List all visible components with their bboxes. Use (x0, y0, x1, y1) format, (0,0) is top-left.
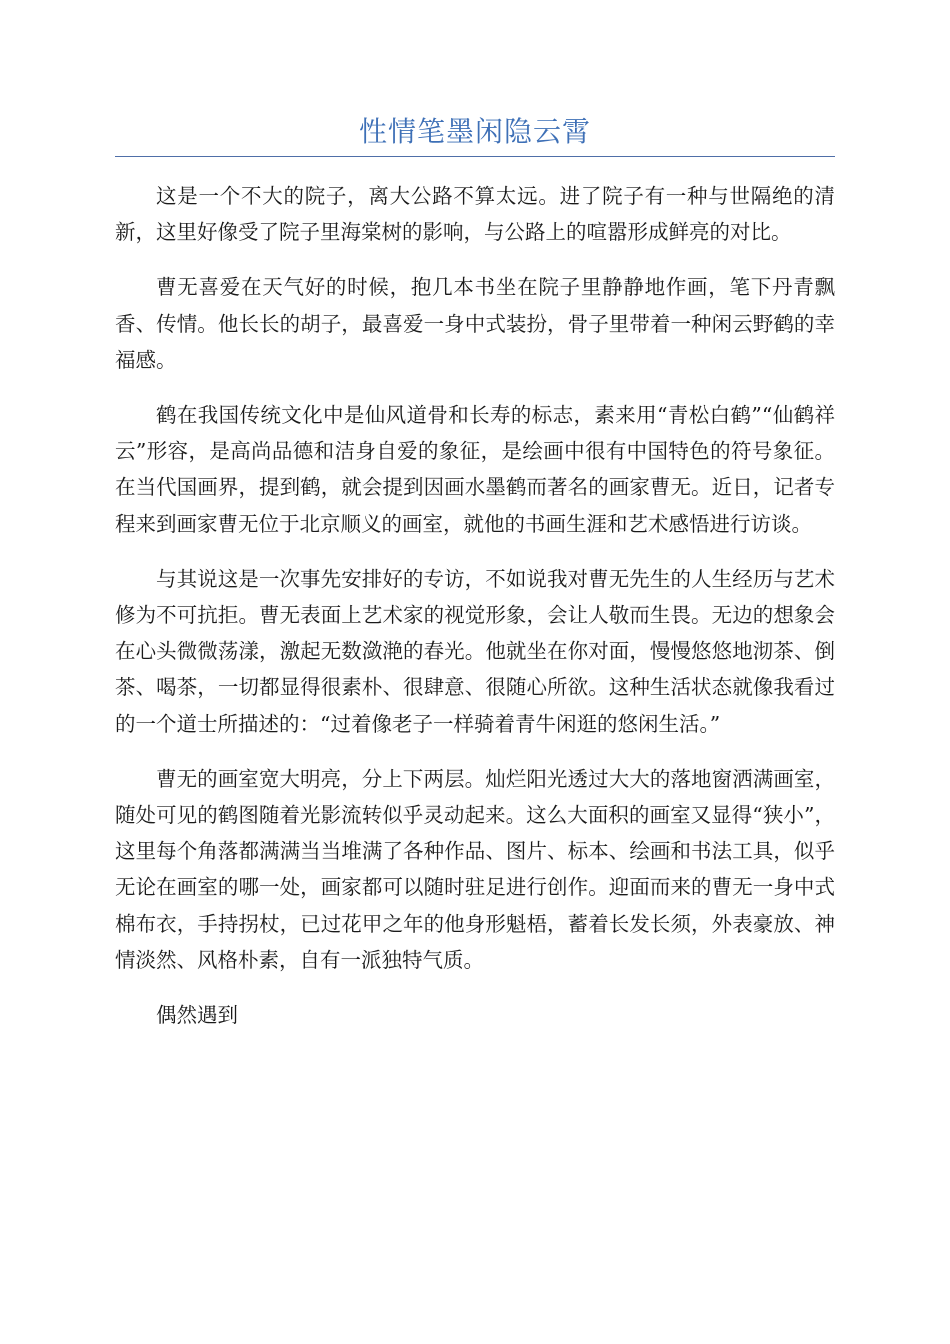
document-title: 性情笔墨闲隐云霄 (358, 115, 591, 148)
paragraph: 这是一个不大的院子，离大公路不算太远。进了院子有一种与世隔绝的清新，这里好像受了院子里海棠树的影响，与公路上的喧嚣形成鲜亮的对比。 (115, 184, 835, 245)
paragraph: 与其说这是一次事先安排好的专访，不如说我对曹无先生的人生经历与艺术修为不可抗拒。曹无表面上艺术家的视觉形象，会让人敬而生畏。无边的想象会在心头微微荡漾，激起无数潋滟的春光。他就坐在你对面，慢慢悠悠地沏茶、倒茶、喝茶，一切都显得很素朴、很肆意、很随心所欲。这种生活状态就像我看过的一个道士所描述的：“过着像老子一样骑着青牛闲逛的悠闲生活。” (115, 566, 835, 736)
paragraph: 偶然遇到 (156, 1003, 238, 1028)
title-block (115, 112, 835, 157)
paragraph: 鹤在我国传统文化中是仙风道骨和长寿的标志，素来用“青松白鹤”“仙鹤祥云”形容，是高尚品德和洁身自爱的象征，是绘画中很有中国特色的符号象征。在当代国画界，提到鹤，就会提到因画水墨鹤而著名的画家曹无。近日，记者专程来到画家曹无位于北京顺义的画室，就他的书画生涯和艺术感悟进行访谈。 (115, 403, 835, 536)
document-body (115, 178, 835, 1052)
paragraph: 曹无的画室宽大明亮，分上下两层。灿烂阳光透过大大的落地窗洒满画室，随处可见的鹤图随着光影流转似乎灵动起来。这么大面积的画室又显得“狭小”，这里每个角落都满满当当堆满了各种作品、图片、标本、绘画和书法工具，似乎无论在画室的哪一处，画家都可以随时驻足进行创作。迎面而来的曹无一身中式棉布衣，手持拐杖，已过花甲之年的他身形魁梧，蓄着长发长须，外表豪放、神情淡然、风格朴素，自有一派独特气质。 (115, 766, 835, 972)
paragraph: 曹无喜爱在天气好的时候，抱几本书坐在院子里静静地作画，笔下丹青飘香、传情。他长长的胡子，最喜爱一身中式装扮，骨子里带着一种闲云野鹤的幸福感。 (115, 275, 835, 372)
